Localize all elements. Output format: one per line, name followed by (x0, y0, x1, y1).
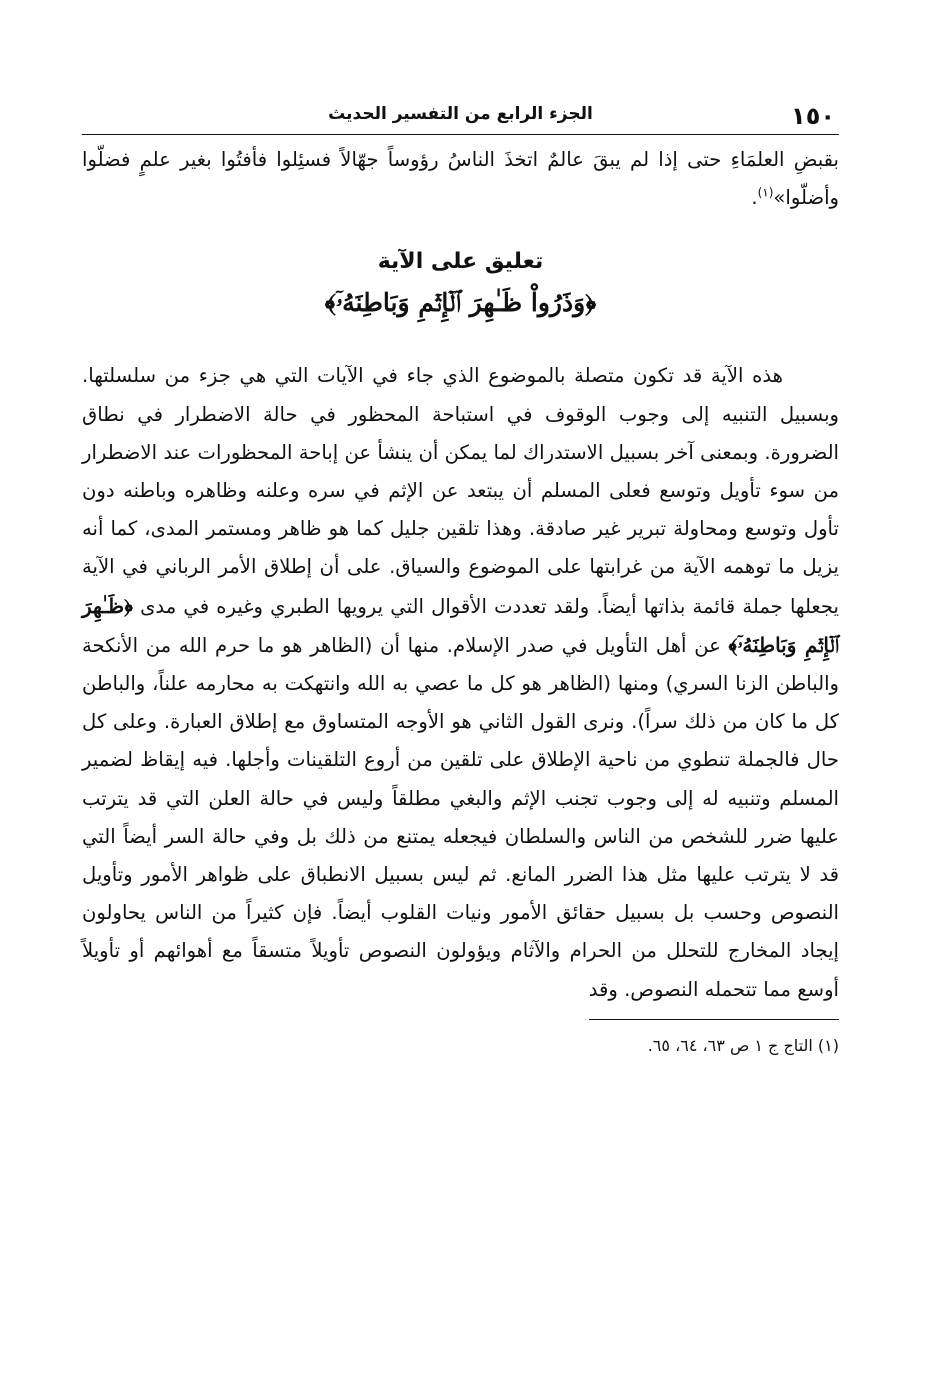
book-page (82, 96, 839, 1296)
section-verse: ﴿وَذَرُواْ ظَـٰهِرَ ٱلۡإِثۡمِ وَبَاطِنَهُۥٓ﴾ (324, 288, 597, 318)
inline-verse: ﴿ظَـٰهِرَ ٱلۡإِثۡمِ وَبَاطِنَهُۥٓ﴾ (82, 593, 839, 657)
opening-text: بقبضِ العلمَاءِ حتى إذا لم يبقَ عالمٌ اتخذَ الناسُ رؤوساً جهّالاً فسئِلوا فأفتُوا بغير علمٍ فضلّوا وأضلّوا» (82, 148, 839, 210)
running-title: الجزء الرابع من التفسير الحديث (328, 104, 593, 124)
footnote-divider (589, 1019, 839, 1020)
footnote: (١) التاج ج ١ ص ٦٣، ٦٤، ٦٥. (647, 1035, 839, 1055)
page-header (82, 96, 839, 135)
section-title: تعليق على الآية (377, 249, 544, 275)
page-number: ١٥٠ (791, 102, 835, 130)
main-paragraph (82, 357, 839, 1008)
main-text-part1: هذه الآية قد تكون متصلة بالموضوع الذي جاء في الآيات التي هي جزء من سلسلتها. وبسبيل التنبيه إلى وجوب الوقوف في استباحة المحظور في حالة الاضطرار في نطاق الضرورة. وبمعنى آخر بسبيل الاستدراك لما يمكن أن ينشأ عن إباحة المحظورات عند الاضطرار من سوء تأويل وتوسع فعلى المسلم أن يبتعد عن الإثم في سره وعلنه وظاهره وباطنه دون تأول وتوسع ومحاولة تبرير غير صادقة. وهذا تلقين جليل كما هو ظاهر ومستمر المدى، كما أنه يزيل ما توهمه الآية من غرابتها على الموضوع والسياق. على أن إطلاق الأمر الرباني في الآية يجعلها جملة قائمة بذاتها أيضاً. ولقد تعددت الأقوال التي يرويها الطبري وغيره في مدى (82, 364, 839, 618)
opening-paragraph: بقبضِ العلمَاءِ حتى إذا لم يبقَ عالمٌ اتخذَ الناسُ رؤوساً جهّالاً فسئِلوا فأفتُوا بغير علمٍ فضلّوا وأضلّوا»$^{(١)}$. (82, 148, 839, 210)
main-text-part2: عن أهل التأويل في صدر الإسلام. منها أن (الظاهر هو ما حرم الله من الأنكحة والباطن الزنا السري) ومنها (الظاهر هو كل ما عصي به الله وانتهكت به محارمه علناً، والباطن كل ما كان من ذلك سراً). ونرى القول الثاني هو الأوجه المتساوق مع إطلاق العبارة. وعلى كل حال فالجملة تنطوي من ناحية الإطلاق على تلقين من أروع التلقينات وأجلها. فيه إيقاظ لضمير المسلم وتنبيه له إلى وجوب تجنب الإثم والبغي مطلقاً وليس في حالة العلن التي قد يترتب عليها ضرر للشخص من الناس والسلطان فيجعله يمتنع من ذلك بل وفي حالة السر أيضاً التي قد لا يترتب عليها مثل هذا الضرر المانع. ثم ليس بسبيل الانطباق على ظواهر الأمور وتأويل النصوص وحسب بل بسبيل حقائق الأمور ونيات القلوب أيضاً. فإن كثيراً من الناس يحاولون إيجاد المخارج للتحلل من الحرام والآثام ويؤولون النصوص تأويلاً متسقاً مع أهوائهم أو تأويلاً أوسع مما تتحمله النصوص. وقد (82, 633, 839, 1001)
footnote-reference: (١) (757, 185, 774, 200)
